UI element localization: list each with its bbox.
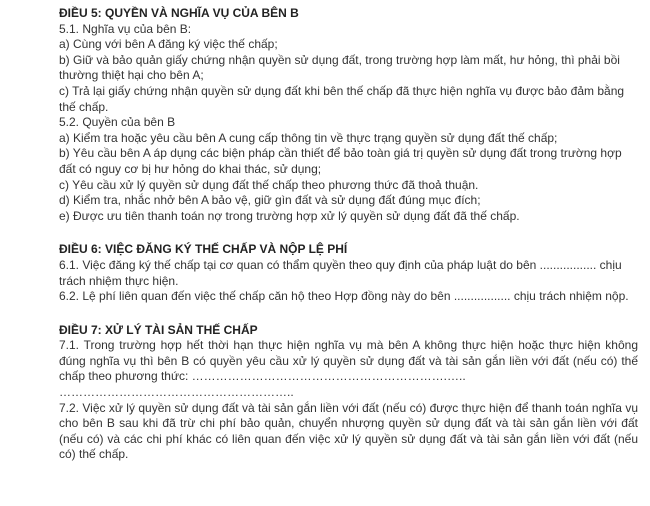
clause-7-1-dots: ………………………………………………….. bbox=[59, 385, 294, 400]
spacer bbox=[59, 224, 638, 242]
clause-5-2-b: b) Yêu cầu bên A áp dụng các biện pháp cần thiết để bảo toàn giá trị quyền sử dụng đất trong trường hợp đất có nguy cơ bị hư hỏng do khai thác, sử dụng; bbox=[59, 146, 622, 176]
clause-5-1-a: a) Cùng với bên A đăng ký việc thế chấp; bbox=[59, 37, 278, 52]
clause-5-2-c: c) Yêu cầu xử lý quyền sử dụng đất thế chấp theo phương thức đã thoả thuận. bbox=[59, 177, 479, 192]
clause-5-2-a: a) Kiểm tra hoặc yêu cầu bên A cung cấp thông tin về thực trạng quyền sử dụng đất thế chấp; bbox=[59, 130, 558, 145]
article-5-heading: ĐIỀU 5: QUYỀN VÀ NGHĨA VỤ CỦA BÊN B bbox=[59, 6, 299, 20]
clause-6-2: 6.2. Lệ phí liên quan đến việc thế chấp căn hộ theo Hợp đồng này do bên ................. chịu trách nhiệm nộp. bbox=[59, 289, 629, 304]
clause-5-2-e: e) Được ưu tiên thanh toán nợ trong trường hợp xử lý quyền sử dụng đất đã thế chấp. bbox=[59, 208, 520, 223]
article-6 bbox=[59, 242, 638, 304]
clause-5-2-d: d) Kiểm tra, nhắc nhở bên A bảo vệ, giữ gìn đất và sử dụng đất đúng mục đích; bbox=[59, 193, 481, 208]
article-5 bbox=[59, 6, 638, 224]
clause-7-2: 7.2. Việc xử lý quyền sử dụng đất và tài sản gắn liền với đất (nếu có) được thực hiện để thanh toán nghĩa vụ cho bên B sau khi đã trừ chi phí bảo quản, chuyển nhượng quyền sử dụng đất và tài sản gắn liền với đất (nếu có) và các chi phí khác có liên quan đến việc xử lý quyền sử dụng đất và tài sản gắn liền với đất (nếu có) thế chấp. bbox=[59, 400, 638, 462]
clause-5-2-title: 5.2. Quyền của bên B bbox=[59, 115, 176, 130]
clause-5-1-b: b) Giữ và bảo quản giấy chứng nhận quyền sử dụng đất, trong trường hợp làm mất, hư hỏng, thì phải bồi thường thiệt hại cho bên A; bbox=[59, 52, 620, 83]
clause-5-1-title: 5.1. Nghĩa vụ của bên B: bbox=[59, 21, 192, 36]
article-6-heading: ĐIỀU 6: VIỆC ĐĂNG KÝ THẾ CHẤP VÀ NỘP LỆ PHÍ bbox=[59, 242, 348, 257]
clause-6-1: 6.1. Việc đăng ký thế chấp tại cơ quan có thẩm quyền theo quy định của pháp luật do bên ................. chịu trách nhiệm thực hiện. bbox=[59, 257, 622, 288]
clause-5-1-c: c) Trả lại giấy chứng nhận quyền sử dụng đất khi bên thế chấp đã thực hiện nghĩa vụ được bảo đảm bằng thế chấp. bbox=[59, 83, 625, 114]
article-7-heading: ĐIỀU 7: XỬ LÝ TÀI SẢN THẾ CHẤP bbox=[59, 322, 258, 337]
article-7 bbox=[59, 323, 638, 463]
spacer bbox=[59, 305, 638, 323]
clause-7-1: 7.1. Trong trường hợp hết thời hạn thực hiện nghĩa vụ mà bên A không thực hiện hoặc thực hiện không đúng nghĩa vụ thì bên B có quyền yêu cầu xử lý quyền sử dụng đất và tài sản gắn liền với đất (nếu có) thế chấp theo phương thức: ……………………………………………………….….. bbox=[59, 338, 638, 384]
